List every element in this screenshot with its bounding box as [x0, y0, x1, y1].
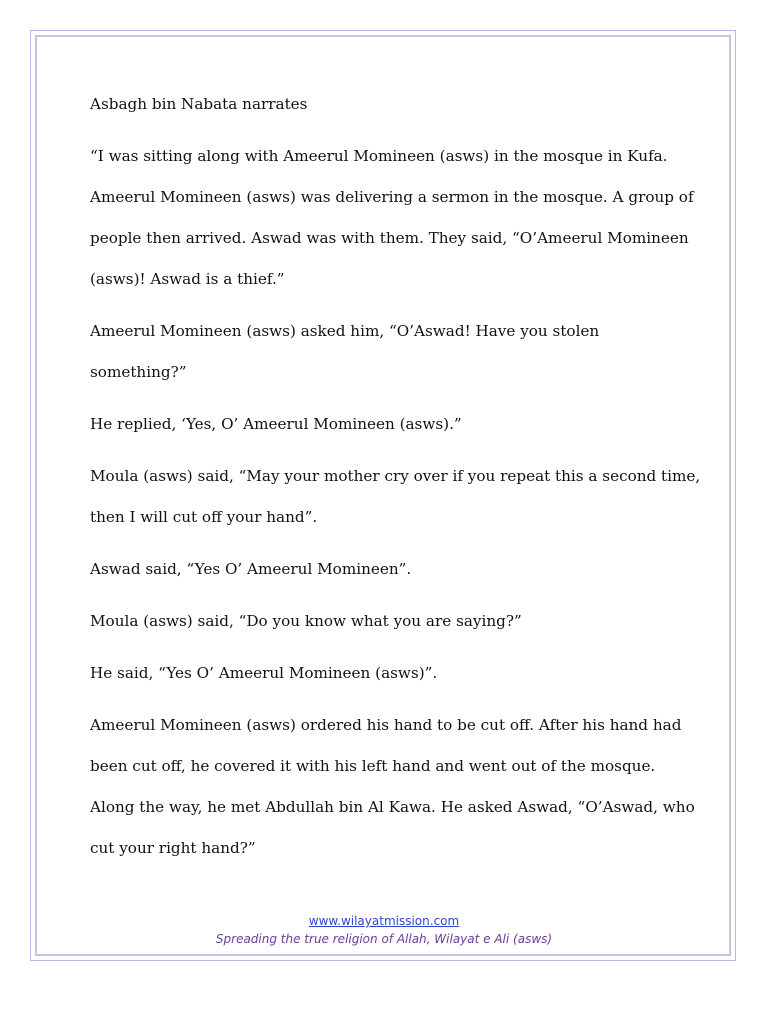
text-line: He replied, ‘Yes, O’ Ameerul Momineen (asws).” [90, 415, 462, 433]
text-line: He said, “Yes O’ Ameerul Momineen (asws)”. [90, 664, 438, 682]
paragraph [90, 456, 701, 538]
text-line: something?” [90, 363, 187, 381]
text-line: people then arrived. Aswad was with them. They said, “O’Ameerul Momineen [90, 229, 689, 247]
paragraph [90, 84, 690, 125]
text-line: been cut off, he covered it with his left hand and went out of the mosque. [90, 757, 656, 775]
narration-text [90, 84, 701, 869]
footer-tagline: Spreading the true religion of Allah, Wilayat e Ali (asws) [215, 932, 553, 946]
footer-website-link[interactable]: www.wilayatmission.com [308, 914, 460, 928]
paragraph [90, 136, 694, 300]
text-line: “I was sitting along with Ameerul Momineen (asws) in the mosque in Kufa. [90, 147, 668, 165]
text-line: Along the way, he met Abdullah bin Al Kawa. He asked Aswad, “O’Aswad, who [90, 798, 695, 816]
paragraph [90, 653, 690, 694]
paragraph [90, 705, 695, 869]
text-line: Moula (asws) said, “Do you know what you are saying?” [90, 612, 522, 630]
text-line: then I will cut off your hand”. [90, 508, 318, 526]
text-line: Moula (asws) said, “May your mother cry over if you repeat this a second time, [90, 467, 701, 485]
text-line: (asws)! Aswad is a thief.” [90, 270, 285, 288]
paragraph [90, 549, 690, 590]
text-line: Aswad said, “Yes O’ Ameerul Momineen”. [90, 560, 412, 578]
paragraph [90, 311, 690, 393]
paragraph [90, 601, 690, 642]
text-line: Ameerul Momineen (asws) asked him, “O’Aswad! Have you stolen [90, 322, 600, 340]
text-line: cut your right hand?” [90, 839, 256, 857]
text-line: Ameerul Momineen (asws) ordered his hand to be cut off. After his hand had [90, 716, 682, 734]
text-line: Ameerul Momineen (asws) was delivering a sermon in the mosque. A group of [90, 188, 694, 206]
text-line: Asbagh bin Nabata narrates [90, 95, 308, 113]
paragraph [90, 404, 690, 445]
